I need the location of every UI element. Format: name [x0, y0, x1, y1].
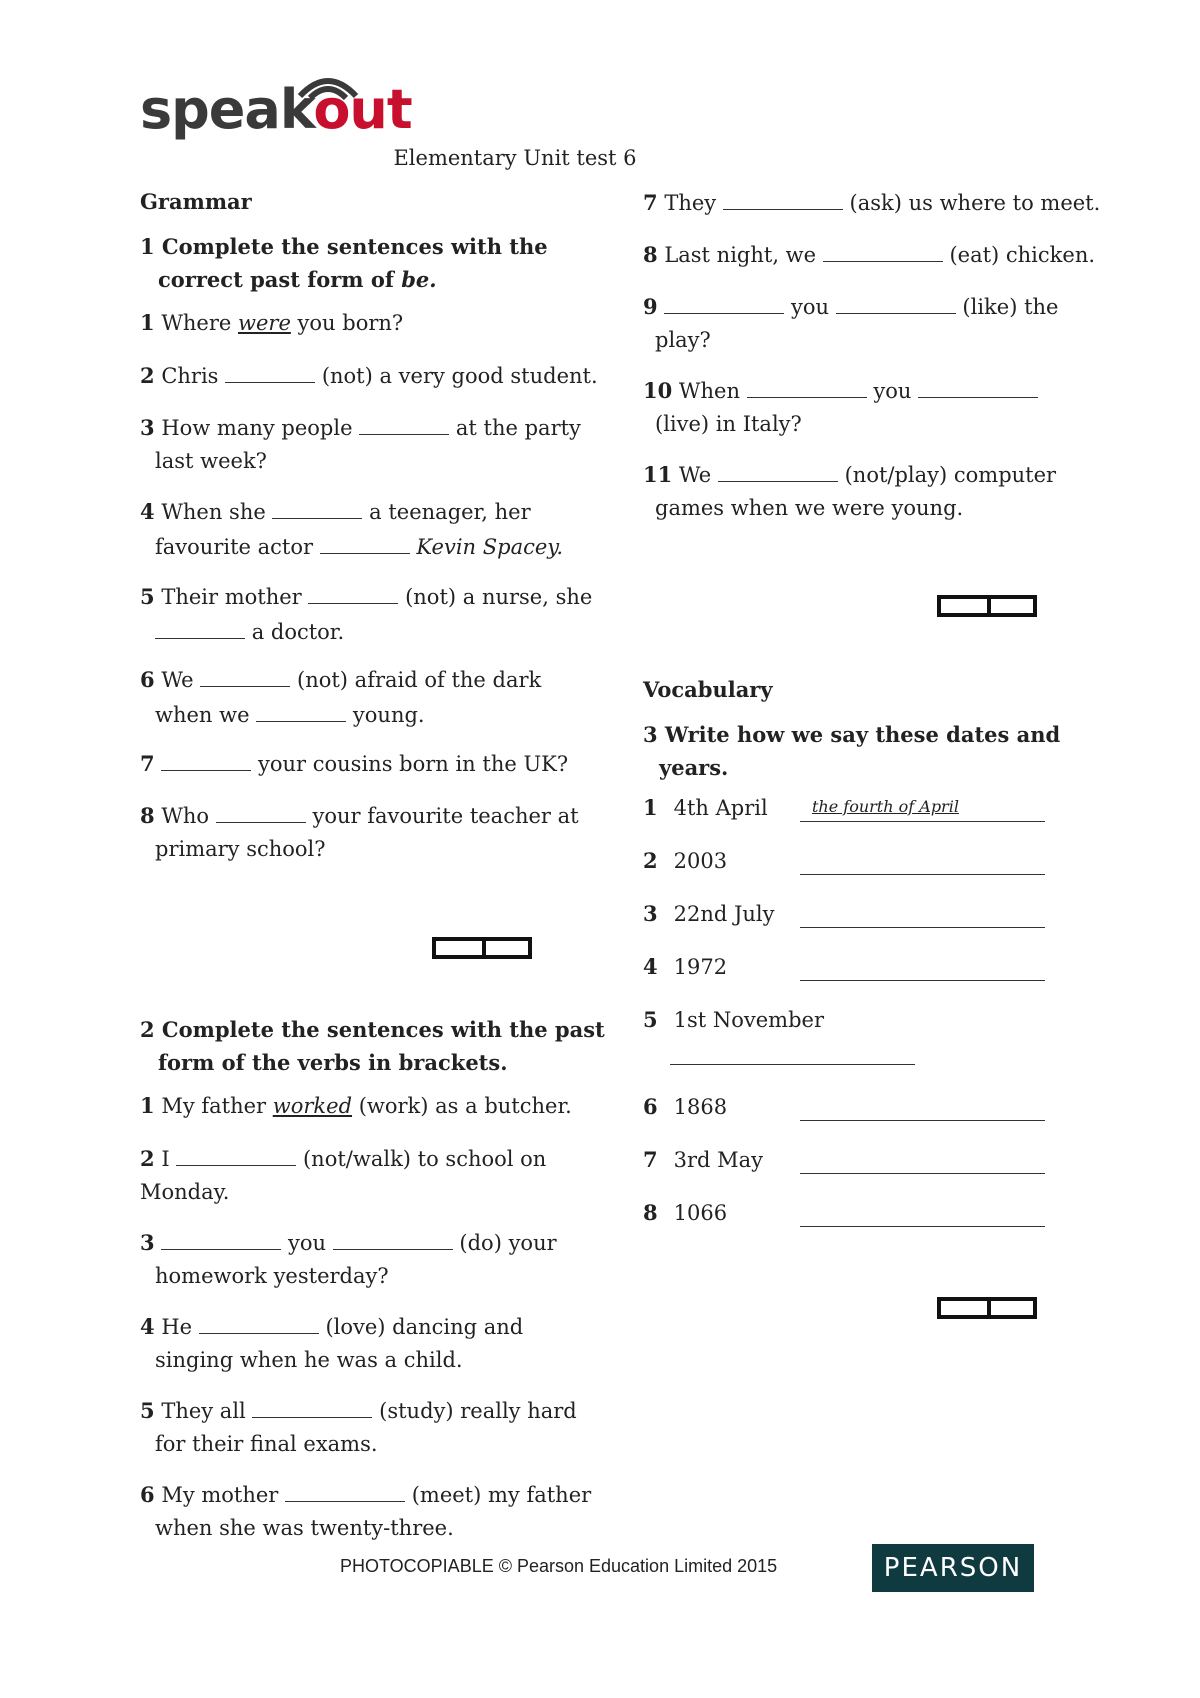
blank[interactable] — [252, 1393, 372, 1418]
ex1-instruction: 1 Complete the sentences with the correct past form of be. — [140, 234, 548, 292]
blank[interactable] — [836, 289, 956, 314]
speakout-logo — [140, 62, 412, 148]
blank[interactable] — [225, 358, 315, 383]
score-box-ex2[interactable] — [937, 595, 1037, 617]
ex3-item-5: 5 1st November — [643, 1007, 825, 1032]
ex1-item-6: 6 We (not) afraid of the dark when we young. — [140, 662, 541, 732]
blank[interactable] — [200, 662, 290, 687]
ex2-item-5: 5 They all (study) really hard for their final exams. — [140, 1393, 577, 1461]
ex2-item-11: 11 We (not/play) computer games when we were young. — [643, 457, 1056, 525]
blank[interactable] — [155, 614, 245, 639]
blank[interactable] — [918, 373, 1038, 398]
ex1-item-8: 8 Who your favourite teacher at primary school? — [140, 798, 579, 866]
blank[interactable] — [256, 697, 346, 722]
logo-out: out — [313, 78, 412, 141]
ex1-item-1: 1 Where were you born? — [140, 310, 404, 335]
ex3-instruction: 3 Write how we say these dates and years. — [643, 722, 1061, 780]
ex2-item-6: 6 My mother (meet) my father when she was twenty-three. — [140, 1477, 591, 1545]
ex2-item-4: 4 He (love) dancing and singing when he was a child. — [140, 1309, 523, 1377]
ex2-item-9: 9 you (like) the play? — [643, 289, 1058, 357]
blank[interactable] — [718, 457, 838, 482]
ex3-item-8: 8 1066 — [643, 1200, 728, 1225]
ex2-item-1: 1 My father worked (work) as a butcher. — [140, 1093, 572, 1118]
ex2-item-7: 7 They (ask) us where to meet. — [643, 185, 1100, 220]
ex2-item-8: 8 Last night, we (eat) chicken. — [643, 237, 1095, 272]
blank[interactable] — [216, 798, 306, 823]
blank[interactable] — [359, 410, 449, 435]
blank[interactable] — [272, 494, 362, 519]
ex3-answer-3[interactable] — [800, 903, 1045, 928]
blank[interactable] — [664, 289, 784, 314]
blank[interactable] — [320, 529, 410, 554]
grammar-heading: Grammar — [140, 189, 252, 214]
logo-speak: speak — [140, 78, 314, 141]
blank[interactable] — [199, 1309, 319, 1334]
blank[interactable] — [333, 1225, 453, 1250]
score-box-ex3[interactable] — [937, 1297, 1037, 1319]
ex3-answer-8[interactable] — [800, 1202, 1045, 1227]
blank[interactable] — [823, 237, 943, 262]
ex1-item-2: 2 Chris (not) a very good student. — [140, 358, 598, 393]
ex3-answer-4[interactable] — [800, 956, 1045, 981]
blank[interactable] — [747, 373, 867, 398]
ex3-answer-1[interactable]: the fourth of April — [800, 797, 1045, 822]
ex3-answer-7[interactable] — [800, 1149, 1045, 1174]
copyright-footer: PHOTOCOPIABLE © Pearson Education Limited 2015 — [340, 1556, 778, 1576]
blank[interactable] — [161, 1225, 281, 1250]
ex3-answer-2[interactable] — [800, 850, 1045, 875]
blank[interactable] — [176, 1141, 296, 1166]
blank[interactable] — [308, 579, 398, 604]
ex3-answer-5[interactable] — [670, 1040, 915, 1065]
ex1-item-3: 3 How many people at the party last week? — [140, 410, 581, 478]
ex3-item-3: 3 22nd July — [643, 901, 775, 926]
ex3-item-7: 7 3rd May — [643, 1147, 764, 1172]
page-title: Elementary Unit test 6 — [393, 146, 637, 170]
ex2-item-10: 10 When you (live) in Italy? — [643, 373, 1038, 441]
score-box-ex1[interactable] — [432, 937, 532, 959]
ex3-item-2: 2 2003 — [643, 848, 728, 873]
ex1-item-7: 7 your cousins born in the UK? — [140, 746, 568, 781]
ex3-item-6: 6 1868 — [643, 1094, 728, 1119]
ex3-item-4: 4 1972 — [643, 954, 728, 979]
blank[interactable] — [161, 746, 251, 771]
ex2-item-2: 2 I (not/walk) to school on Monday. — [140, 1141, 546, 1209]
pearson-logo: PEARSON — [872, 1544, 1034, 1592]
ex3-answer-6[interactable] — [800, 1096, 1045, 1121]
blank[interactable] — [285, 1477, 405, 1502]
ex1-item-5: 5 Their mother (not) a nurse, she a doctor. — [140, 579, 592, 649]
ex3-item-1: 1 4th April — [643, 795, 768, 820]
ex2-instruction: 2 Complete the sentences with the past form of the verbs in brackets. — [140, 1017, 605, 1075]
ex2-item-3: 3 you (do) your homework yesterday? — [140, 1225, 557, 1293]
ex1-item-4: 4 When she a teenager, her favourite actor Kevin Spacey. — [140, 494, 563, 564]
vocabulary-heading: Vocabulary — [643, 677, 773, 702]
blank[interactable] — [723, 185, 843, 210]
